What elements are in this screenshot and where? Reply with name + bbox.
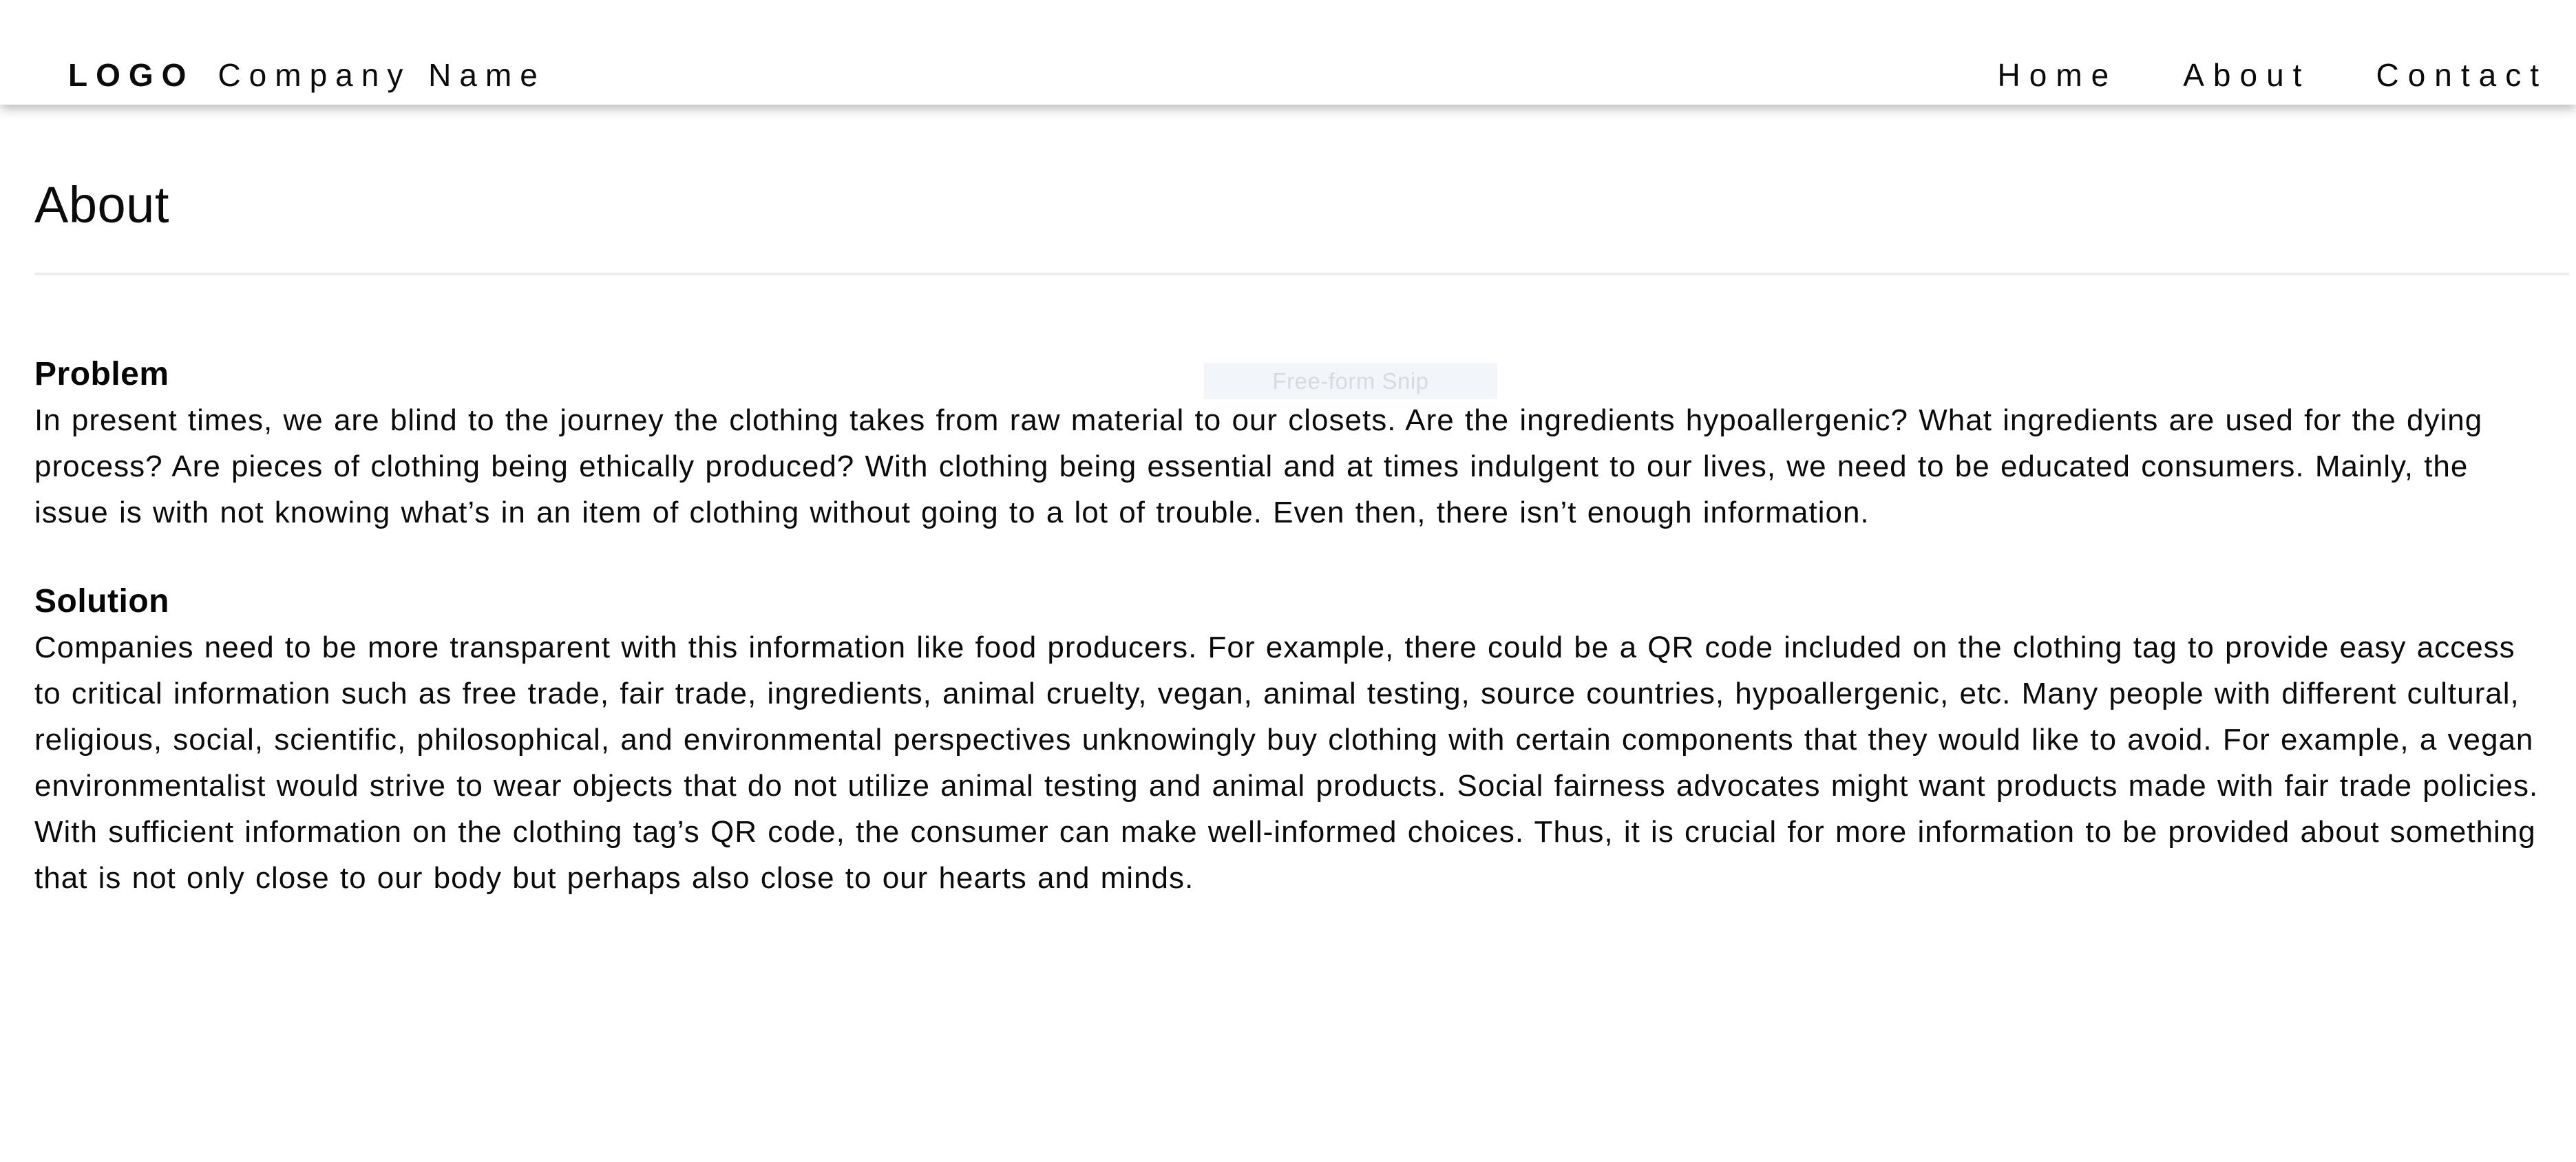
page-content: [0, 174, 2576, 901]
section-heading-problem: Problem: [34, 356, 169, 392]
nav-link-contact[interactable]: Contact: [2376, 57, 2548, 93]
company-name: Company Name: [218, 57, 546, 93]
nav-link-home[interactable]: Home: [1997, 57, 2118, 93]
section-heading-solution: Solution: [34, 583, 169, 620]
nav-link-about[interactable]: About: [2183, 57, 2311, 93]
site-header: [0, 0, 2576, 105]
section-body-solution: Companies need to be more transparent with this information like food producers. For example, there could be a QR code included on the clothing tag to provide easy access to critical information such as free trade, fair trade, ingredients, animal cruelty, vegan, animal testing, source countries, hypoallergenic, etc. Many people with different cultural, religious, social, scientific, philosophical, and environmental perspectives unknowingly buy clothing with certain components that they would like to avoid. For example, a vegan environmentalist would strive to wear objects that do not utilize animal testing and animal products. Social fairness advocates might want products made with fair trade policies. With sufficient information on the clothing tag’s QR code, the consumer can make well-informed choices. Thus, it is crucial for more information to be provided about something that is not only close to our body but perhaps also close to our hearts and minds.: [34, 631, 2539, 895]
section-body-problem: In present times, we are blind to the journey the clothing takes from raw material to our closets. Are the ingredients hypoallergenic? What ingredients are used for the dying process? Are pieces of clothing being ethically produced? With clothing being essential and at times indulgent to our lives, we need to be educated consumers. Mainly, the issue is with not knowing what’s in an item of clothing without going to a lot of trouble. Even then, there isn’t enough information.: [34, 403, 2483, 529]
logo[interactable]: [68, 56, 546, 94]
logo-text: LOGO: [68, 57, 195, 93]
page-title: About: [34, 176, 169, 233]
main-nav: [1998, 56, 2548, 94]
freeform-snip-label: Free-form Snip: [1272, 368, 1429, 394]
title-divider: [34, 273, 2569, 275]
